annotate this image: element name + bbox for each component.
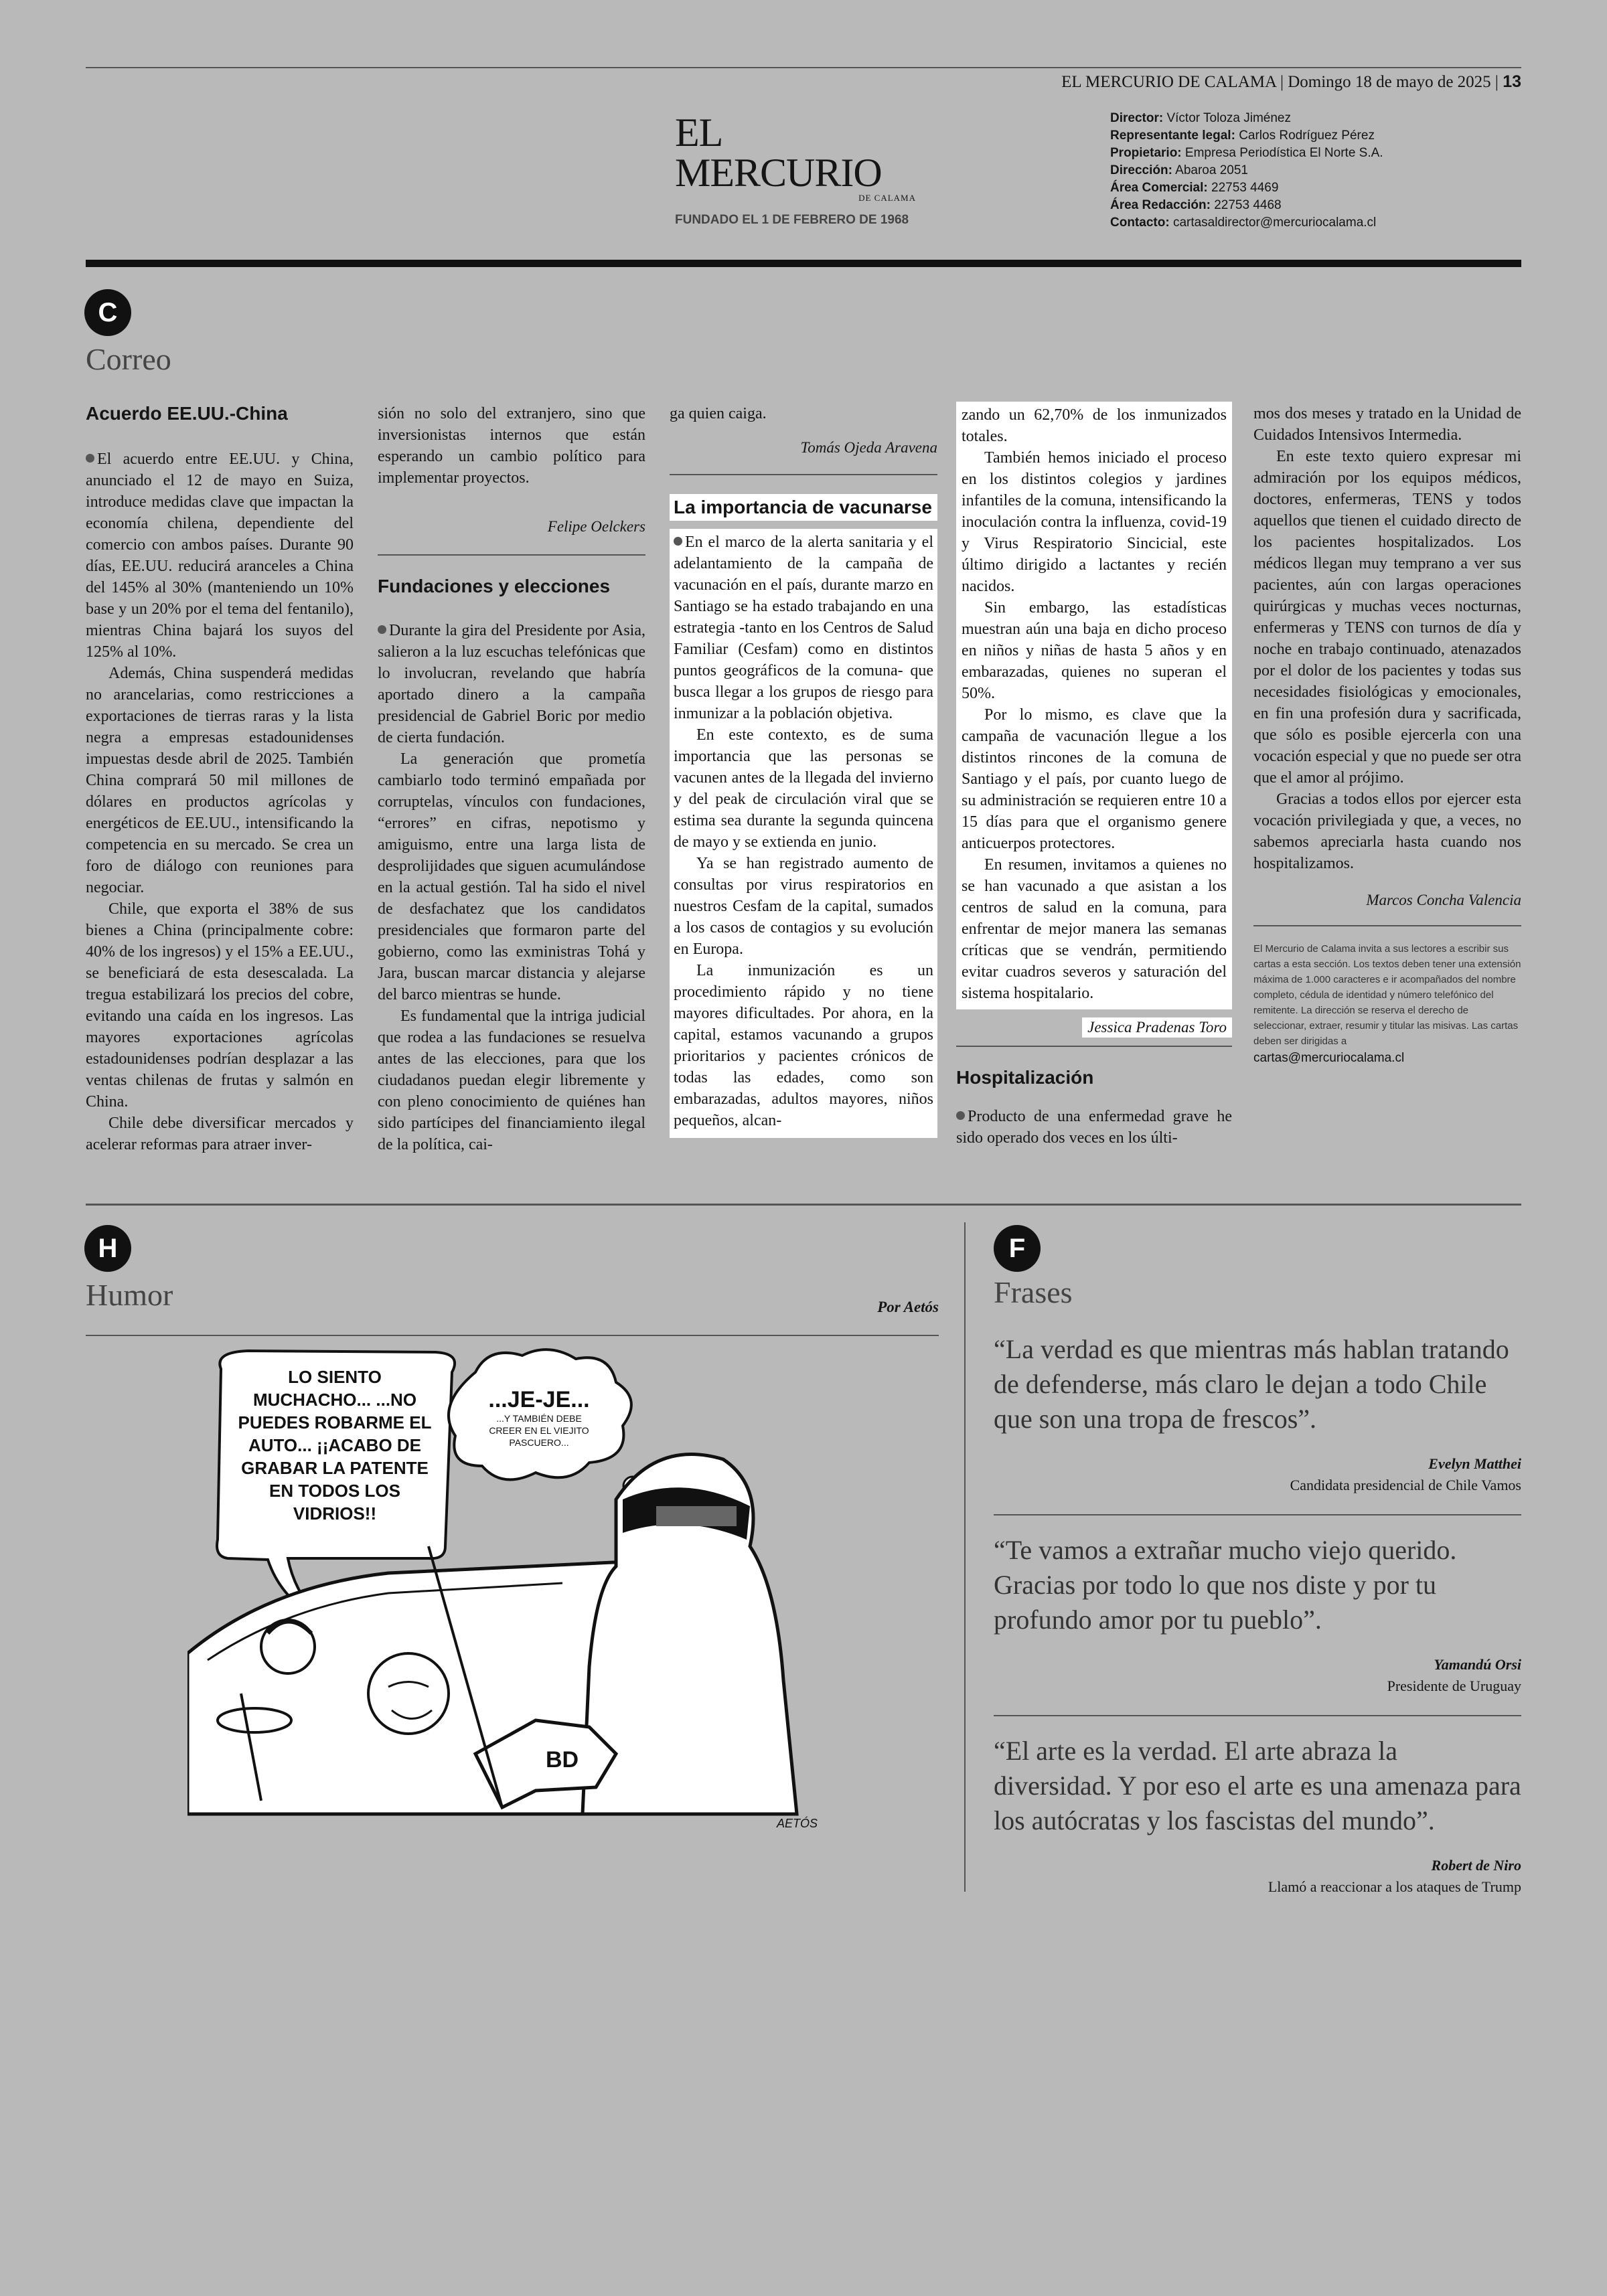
article-body-continued <box>378 403 645 489</box>
quote-text: “Te vamos a extrañar mucho viejo querido. Gracias por todo lo que nos diste y por tu profundo amor por tu pueblo”. <box>994 1535 1457 1635</box>
bullet-icon <box>86 454 94 463</box>
section-letter-icon: C <box>84 289 131 336</box>
paragraph: Además, China suspenderá medidas no arancelarias, como restricciones a exportaciones de tierras raras y la lista negra a empresas estadounidenses impuestas desde abril de 2025. También China comprará 50 mil millones de dólares en productos agrícolas y energéticos de EE.UU., intensificando la competencia en su mercado. Se crea un foro de diálogo con reuniones para negociar. <box>86 665 354 896</box>
humor-cartoon <box>187 1345 857 1841</box>
paragraph: Sin embargo, las estadísticas muestran aún una baja en dicho proceso en niños y niñas de hasta 5 años y en embarazadas, quienes no superan el 50%. <box>962 599 1227 702</box>
issue-date: Domingo 18 de mayo de 2025 <box>1288 73 1491 91</box>
header-dateline: EL MERCURIO DE CALAMA | Domingo 18 de mayo de 2025 | 13 <box>1061 72 1521 91</box>
signature: Tomás Ojeda Aravena <box>800 439 937 456</box>
staff-line: Representante legal: Carlos Rodríguez Pérez <box>1110 129 1375 143</box>
article-body-continued <box>1253 403 1521 874</box>
column-2 <box>378 403 645 1155</box>
quote-role: Presidente de Uruguay <box>1387 1677 1521 1694</box>
header-thick-rule <box>86 260 1521 267</box>
paragraph: sión no solo del extranjero, sino que inversionistas internos que están esperando un cambio político para implementar proyectos. <box>378 405 645 487</box>
signature: Felipe Oelckers <box>547 518 645 535</box>
article-title: Hospitalización <box>956 1067 1094 1088</box>
driver-drawing <box>368 1653 449 1734</box>
signature: Marcos Concha Valencia <box>1366 892 1521 908</box>
article-title: Fundaciones y elecciones <box>378 576 611 596</box>
logo-sub: DE CALAMA <box>858 193 916 203</box>
paragraph: zando un 62,70% de los inmunizados totales. <box>962 406 1227 445</box>
staff-line: Dirección: Abaroa 2051 <box>1110 163 1248 177</box>
paragraph: Chile debe diversificar mercados y acelerar reformas para atraer inver- <box>86 1115 354 1153</box>
article-body-continued <box>962 404 1227 1004</box>
quote-role: Llamó a reaccionar a los ataques de Trump <box>1268 1878 1521 1895</box>
column-3 <box>670 403 937 1138</box>
svg-text:BD: BD <box>546 1747 579 1773</box>
page-number: 13 <box>1503 72 1521 91</box>
bullet-icon <box>674 537 682 546</box>
article-body <box>956 1106 1232 1149</box>
section-letter-icon: H <box>84 1225 131 1272</box>
vertical-divider <box>964 1222 966 1892</box>
column-4 <box>956 402 1232 1149</box>
paragraph: Por lo mismo, es clave que la campaña de vacunación llegue a los distintos rincones de la comuna de Santiago y el país, por cuanto luego de su administración se requieren entre 10 a 15 días para que el organismo genere anticuerpos protectores. <box>962 706 1227 852</box>
staff-line: Director: Víctor Toloza Jiménez <box>1110 111 1291 125</box>
letters-email[interactable]: cartas@mercuriocalama.cl <box>1253 1051 1405 1065</box>
quote-text: “La verdad es que mientras más hablan tratando de defenderse, más claro le dejan a todo Chile que son una tropa de frescos”. <box>994 1334 1509 1434</box>
paragraph: También hemos iniciado el proceso en los distintos colegios y jardines infantiles de la comuna, intensificando la inoculación contra la influenza, covid-19 y Virus Respiratorio Sincicial, este último dirigido a lactantes y recién nacidos. <box>962 449 1227 595</box>
staff-box <box>1110 110 1485 232</box>
quote-author: Evelyn Matthei <box>1428 1455 1521 1472</box>
article-body <box>86 448 354 1155</box>
paragraph: Durante la gira del Presidente por Asia, salieron a la luz escuchas telefónicas que lo involucran, revelando que habría aportado dinero a la campaña presidencial de Gabriel Boric por medio de cierta fundación. <box>378 622 645 746</box>
paragraph: Producto de una enfermedad grave he sido operado dos veces en los últi- <box>956 1108 1232 1147</box>
paragraph: El acuerdo entre EE.UU. y China, anunciado el 12 de mayo en Suiza, introduce medidas clave que impactan la economía chilena, dependiente del comercio con ambos países. Durante 90 días, EE.UU. reducirá aranceles a China del 145% al 30% (manteniendo un 10% base y un 20% por el tema del fentanilo), mientras China bajará los suyos del 125% al 10%. <box>86 450 354 661</box>
thought-sub: ...Y TAMBIÉN DEBE CREER EN EL VIEJITO PASCUERO... <box>489 1413 589 1448</box>
bullet-icon <box>956 1111 965 1120</box>
paragraph: Chile, que exporta el 38% de sus bienes a China (principalmente cobre: 40% de los ingresos) y el 15% a EE.UU., se beneficiará de esta desescalada. La tregua estabilizará los precios del cobre, evitando una caída en los ingresos. Las mayores exportaciones agrícolas estadounidenses podrían desplazar a las ventas chilenas de frutas y salmón en China. <box>86 900 354 1111</box>
article-body <box>378 620 645 1155</box>
cartoon-signature: AETÓS <box>777 1817 818 1830</box>
highlighted-title-box <box>670 494 937 521</box>
paragraph: ga quien caiga. <box>670 405 767 422</box>
highlighted-body-box <box>670 529 937 1138</box>
staff-line: Contacto: cartasaldirector@mercuriocalama.cl <box>1110 216 1377 230</box>
humor-rule <box>86 1335 939 1336</box>
top-rule <box>86 67 1521 68</box>
section-letter-icon: F <box>994 1225 1041 1272</box>
quote-divider <box>994 1715 1521 1716</box>
highlighted-continuation-box <box>956 402 1232 1009</box>
article-divider <box>378 554 645 556</box>
bubble-text: LO SIENTO MUCHACHO... ...NO PUEDES ROBARME EL AUTO... ¡¡ACABO DE GRABAR LA PATENTE EN TODOS LOS VIDRIOS!! <box>238 1367 432 1524</box>
article-body-continued <box>670 403 937 424</box>
thought-main: ...JE-JE... <box>488 1387 590 1412</box>
article-divider <box>670 474 937 475</box>
paragraph: La inmunización es un procedimiento rápido y no tiene mayores dificultades. Por ahora, en la capital, estamos vacunando a grupos prioritarios y pacientes crónicos de todas las edades, como son embarazadas, adultos mayores, niños pequeños, alcan- <box>674 962 933 1129</box>
paragraph: En el marco de la alerta sanitaria y el adelantamiento de la campaña de vacunación en el país, durante marzo en Santiago se ha estado trabajando en una estrategia -tanto en los Centros de Salud Familiar (Cesfam) como en distintos puntos geográficos de la comuna- que busca llegar a los grupos de riesgo para inmunizar a la población objetiva. <box>674 534 933 722</box>
staff-line: Área Comercial: 22753 4469 <box>1110 181 1279 195</box>
section-title-correo: Correo <box>86 342 171 376</box>
quote-author: Yamandú Orsi <box>1434 1656 1521 1673</box>
letters-notice: El Mercurio de Calama invita a sus lectores a escribir sus cartas a esta sección. Los textos deben tener una extensión máxima de 1.000 caracteres e ir acompañados del nombre completo, cédula de identidad y número telefónico del remitente. La dirección se reserva el derecho de seleccionar, extraer, resumir y titular las misivas. Las cartas deben ser dirigidas a cartas@mercuriocalama.cl <box>1253 943 1521 1065</box>
quote-author: Robert de Niro <box>1431 1857 1521 1874</box>
staff-line: Propietario: Empresa Periodística El Norte S.A. <box>1110 146 1383 160</box>
quote-divider <box>994 1514 1521 1515</box>
article-title: La importancia de vacunarse <box>674 497 932 517</box>
masthead-logo <box>675 112 929 228</box>
quote-text: “El arte es la verdad. El arte abraza la diversidad. Y por eso el arte es una amenaza para los autócratas y los fascistas del mundo”. <box>994 1736 1521 1835</box>
publication-line: EL MERCURIO DE CALAMA <box>1061 73 1276 91</box>
column-5 <box>1253 403 1521 1066</box>
quote-block <box>994 1533 1521 1695</box>
humor-byline: Por Aetós <box>877 1299 939 1315</box>
staff-line: Área Redacción: 22753 4468 <box>1110 198 1282 212</box>
paragraph: En este contexto, es de suma importancia que las personas se vacunen antes de la llegada del invierno y del peak de circulación viral que se estima sea durante la segunda quincena de mayo y se extienda en junio. <box>674 726 933 851</box>
paragraph: En este texto quiero expresar mi admiración por los equipos médicos, doctores, enfermeras, TENS y todos aquellos que tienen el cuidado directo de los pacientes hospitalizados. Los médicos llegan muy temprano a ver sus pacientes, aún con largas operaciones quirúrgicas y muchas veces nocturnas, enfermeras y TENS con turnos de día y noche en trabajo continuado, atenazados por el dolor de los pacientes y todas sus necesidades fisiológicas y emocionales, en fin una profesión dura y sacrificada, que sólo es posible ejercerla con una vocación especial y que no puede ser otra que el amor al prójimo. <box>1253 448 1521 787</box>
paragraph: Gracias a todos ellos por ejercer esta vocación privilegiada y que, a veces, no sabemos apreciarla hasta cuando nos hospitalizamos. <box>1253 791 1521 872</box>
article-divider <box>1253 925 1521 926</box>
column-1 <box>86 403 354 1155</box>
paragraph: Es fundamental que la intriga judicial que rodea a las fundaciones se resuelva antes de las elecciones, para que los ciudadanos puedan elegir libremente y con pleno conocimiento de quiénes han sido partícipes del financiamiento ilegal de la política, cai- <box>378 1007 645 1153</box>
paragraph: Ya se han registrado aumento de consultas por virus respiratorios en nuestros Cesfam de la capital, sumados a los casos de contagios y su evolución en Europa. <box>674 855 933 958</box>
paragraph: En resumen, invitamos a quienes no se han vacunado a que asistan a los centros de salud en la comuna, para enfrentar de mejor manera las semanas críticas que se vendrán, permitiendo evitar cuadros severos y saturación del sistema hospitalario. <box>962 856 1227 1002</box>
founded-line: FUNDADO EL 1 DE FEBRERO DE 1968 <box>675 213 909 227</box>
logo-text: EL MERCURIO <box>675 110 882 195</box>
signature-box <box>956 1017 1232 1038</box>
signature: Jessica Pradenas Toro <box>1082 1017 1232 1038</box>
quote-block <box>994 1734 1521 1896</box>
bullet-icon <box>378 625 386 634</box>
section-title-frases: Frases <box>994 1275 1073 1309</box>
paragraph: La generación que prometía cambiarlo todo terminó empañada por corruptelas, vínculos con fundaciones, “errores” en cifras, nepotismo y amiguismo, entre una larga lista de desprolijidades que siguen acumulándose en la actual gestión. Tal ha sido el nivel de desfachatez que los candidatos presidenciales que formaron parte del gobierno, como las exministras Tohá y Jara, buscan marcar distancia y alejarse del barco mientras se hunde. <box>378 750 645 1003</box>
article-title: Acuerdo EE.UU.-China <box>86 403 288 424</box>
section-title-humor: Humor <box>86 1278 173 1312</box>
paragraph: mos dos meses y tratado en la Unidad de Cuidados Intensivos Intermedia. <box>1253 405 1521 444</box>
article-body <box>674 531 933 1131</box>
article-divider <box>956 1046 1232 1047</box>
quote-role: Candidata presidencial de Chile Vamos <box>1290 1477 1521 1493</box>
section-rule <box>86 1204 1521 1206</box>
quote-block <box>994 1332 1521 1494</box>
